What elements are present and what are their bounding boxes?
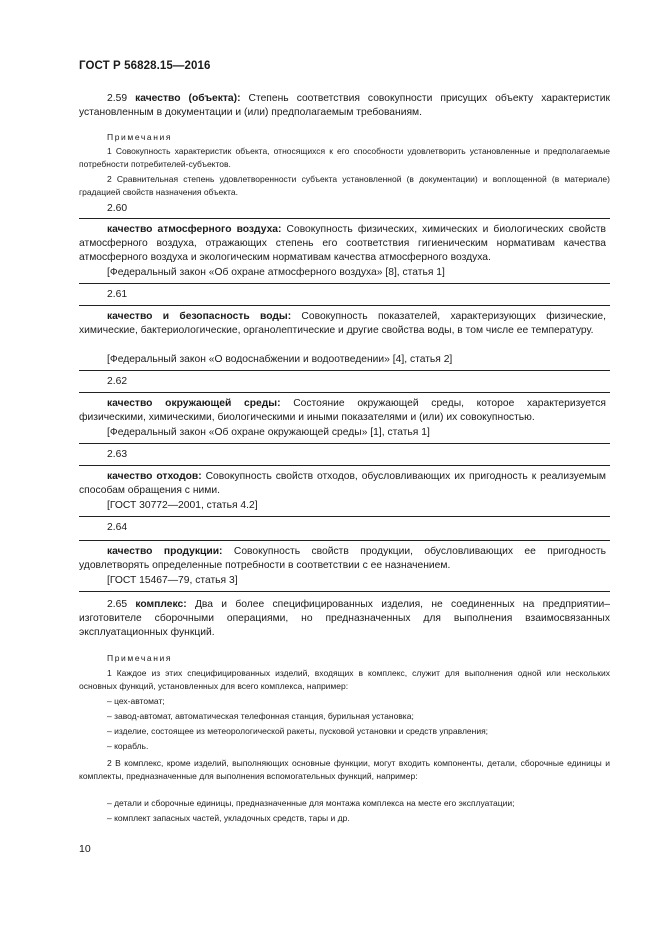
bullet-item: – корабль. (107, 741, 149, 751)
source-reference: [Федеральный закон «О водоснабжении и водоотведении» [4], статья 2] (107, 354, 453, 365)
clause-number: 2.61 (107, 289, 128, 300)
source-reference: [Федеральный закон «Об охране атмосферного воздуха» [8], статья 1] (107, 267, 445, 278)
notes-title: Примечания (107, 132, 173, 142)
definition-text: Совокупность показателей, характеризующих физические, химические, бактериологические, органолептические и другие свойства воды, в том числе ее температуру. (79, 311, 606, 336)
definition-text: Совокупность свойств продукции, обусловливающих ее пригодность удовлетворять определенные потребности в соответствии с ее назначением. (79, 546, 606, 571)
page-number: 10 (79, 843, 91, 855)
definition-text: Состояние окружающей среды, которое характеризуется физическими, химическими, биологическими и иными показателями и (или) их совокупностью. (79, 398, 606, 423)
source-reference: [ГОСТ 15467—79, статья 3] (107, 575, 238, 586)
definition-text: Совокупность свойств отходов, обусловливающих их пригодность к реализуемым способам обращения с ними. (79, 471, 606, 496)
bullet-item: – завод-автомат, автоматическая телефонная станция, бурильная установка; (107, 711, 414, 721)
definition-box-2-62 (79, 392, 610, 444)
notes-title: Примечания (107, 653, 173, 663)
clause-number: 2.63 (107, 449, 128, 460)
definition-2-65 (79, 598, 610, 640)
definition-2-59 (79, 92, 610, 120)
term: качество (объекта): (135, 93, 241, 104)
definition-text: Степень соответствия совокупности присущих объекту характеристик установленным в документации и (или) предполагаемым требованиям. (79, 93, 610, 118)
definition-text: Два и более специфицированных изделия, не соединенных на предприятии–изготовителе сборочными операциями, но предназначенных для выполнения взаимосвязанных эксплуатационных функций. (79, 599, 610, 638)
definition-box-2-61 (79, 305, 610, 371)
source-reference: [ГОСТ 30772—2001, статья 4.2] (107, 500, 258, 511)
note-1: 1 Совокупность характеристик объекта, относящихся к его способности удовлетворить установленные и предполагаемые потребности потребителей-субъектов. (79, 146, 610, 169)
source-reference: [Федеральный закон «Об охране окружающей среды» [1], статья 1] (107, 427, 430, 438)
definition-box-2-63 (79, 465, 610, 517)
term: качество продукции: (107, 546, 223, 557)
clause-number: 2.60 (107, 203, 128, 214)
definition-text: Совокупность физических, химических и биологических свойств атмосферного воздуха, отражающих степень его соответствия гигиеническим нормативам качества атмосферного воздуха и экологическим нормативам качества атмосферного воздуха. (79, 224, 606, 263)
definition-box-2-64 (79, 540, 610, 592)
document-header: ГОСТ Р 56828.15—2016 (79, 60, 211, 72)
term: качество отходов: (107, 471, 202, 482)
note-2: 2 Сравнительная степень удовлетворенности субъекта установленной (в документации) и воплощенной (в материале) градацией свойств назначения объекта. (79, 174, 610, 197)
bullet-item: – комплект запасных частей, укладочных средств, тары и др. (107, 813, 350, 823)
clause-number: 2.64 (107, 522, 128, 533)
term: качество окружающей среды: (107, 398, 281, 409)
bullet-item: – детали и сборочные единицы, предназначенные для монтажа комплекса на месте его эксплуатации; (107, 798, 515, 808)
clause-number: 2.65 (107, 599, 128, 610)
clause-number: 2.59 (107, 93, 128, 104)
definition-box-2-60 (79, 218, 610, 284)
clause-number: 2.62 (107, 376, 128, 387)
note-2: 2 В комплекс, кроме изделий, выполняющих основные функции, могут входить компоненты, детали, сборочные единицы и комплекты, предназначенные для выполнения вспомогательных функций, например: (79, 758, 610, 781)
bullet-item: – цех-автомат; (107, 696, 165, 706)
term: качество и безопасность воды: (107, 311, 292, 322)
note-1: 1 Каждое из этих специфицированных изделий, входящих в комплекс, служит для выполнения одной или нескольких основных функций, установленных для всего комплекса, например: (79, 668, 610, 691)
bullet-item: – изделие, состоящее из метеорологической ракеты, пусковой установки и средств управления; (107, 726, 489, 736)
term: качество атмосферного воздуха: (107, 224, 282, 235)
term: комплекс: (135, 599, 187, 610)
